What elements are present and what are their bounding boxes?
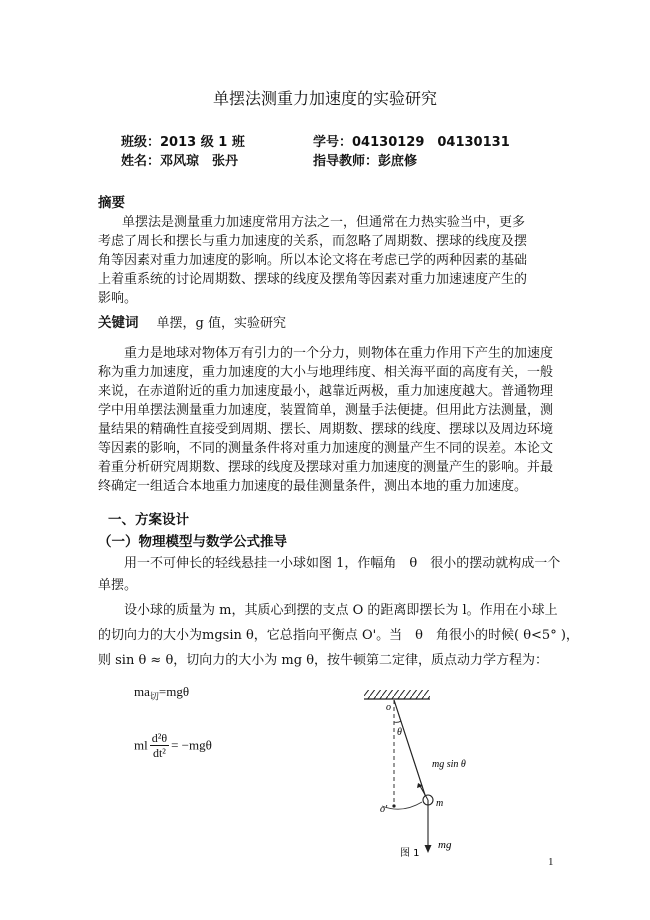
label-mg: mg <box>438 839 452 851</box>
pendulum-string <box>394 700 426 798</box>
intro-line: 来说，在赤道附近的重力加速度最小，越靠近两极，重力加速度越大。普通物理 <box>98 384 554 399</box>
intro-line: 称为重力加速度，重力加速度的大小与地理纬度、相关海平面的高度有关，一般 <box>98 365 554 380</box>
intro-line: 重力是地球对物体万有引力的一个分力，则物体在重力作用下产生的加速度 <box>124 346 554 361</box>
eq1-subscript: 切 <box>149 691 159 702</box>
page-title: 单摆法测重力加速度的实验研究 <box>212 89 437 108</box>
class-value: 2013 级 1 班 <box>160 135 245 150</box>
para2-line: 则 sin θ ≈ θ，切向力的大小为 mg θ，按牛顿第二定律，质点动力学方程为： <box>98 653 549 668</box>
keywords-value: 单摆，g 值，实验研究 <box>156 316 286 331</box>
student-id-info <box>313 131 510 150</box>
eq2-numerator: d²θ <box>151 731 168 745</box>
section-paragraph-2 <box>98 598 579 673</box>
para1-line: 用一不可伸长的轻线悬挂一小球如图 1，作幅角 θ 很小的摆动就构成一个 <box>124 556 561 571</box>
label-force: mg sin θ <box>432 759 466 770</box>
swing-arc <box>382 802 422 809</box>
abstract-line: 上着重系统的讨论周期数、摆球的线度及摆角等因素对重力加速速度产生的 <box>98 272 528 287</box>
name-values: 邓风琼 张丹 <box>160 154 239 169</box>
advisor-info <box>313 150 417 169</box>
gravity-arrowhead <box>425 845 432 853</box>
abstract-heading: 摘要 <box>98 195 125 211</box>
eq1-right: =mgθ <box>158 684 190 699</box>
pendulum-figure <box>352 688 492 863</box>
student-id-label: 学号： <box>313 135 353 150</box>
intro-line: 学中用单摆法测量重力加速度，装置简单，测量手法便捷。但用此方法测量，测 <box>98 403 554 418</box>
eq2-fraction <box>150 731 169 760</box>
section-heading: 一、方案设计 <box>108 512 189 528</box>
eq1-left: ma <box>134 684 150 699</box>
abstract-body <box>98 213 527 308</box>
student-id-values: 04130129 04130131 <box>352 135 510 150</box>
intro-line: 终确定一组适合本地重力加速度的最佳测量条件，测出本地的重力加速度。 <box>98 479 528 494</box>
figure-caption: 图 1 <box>400 848 420 859</box>
abstract-line: 影响。 <box>98 291 138 306</box>
eq2-right: = −mgθ <box>171 737 212 753</box>
para2-line: 的切向力的大小为mgsin θ，它总指向平衡点 O'。当 θ 角很小的时候( θ<5° )， <box>98 628 579 643</box>
angle-arc <box>394 721 401 722</box>
subsection-heading: （一）物理模型与数学公式推导 <box>98 534 287 550</box>
keywords-label: 关键词 <box>98 315 139 331</box>
page-number: 1 <box>548 856 554 868</box>
name-label: 姓名： <box>121 154 161 169</box>
advisor-value: 彭庶修 <box>378 154 418 169</box>
para1-line: 单摆。 <box>98 578 138 593</box>
name-info <box>121 150 238 169</box>
intro-line: 着重分析研究周期数、摆球的线度及摆球对重力加速度的测量产生的影响。并最 <box>98 460 554 475</box>
class-label: 班级： <box>121 135 161 150</box>
abstract-line: 单摆法是测量重力加速度常用方法之一，但通常在力热实验当中，更多 <box>122 215 526 230</box>
label-O-prime: o' <box>380 804 388 815</box>
intro-paragraph <box>98 344 553 496</box>
equation-1 <box>134 684 189 703</box>
intro-line: 等因素的影响，不同的测量条件将对重力加速度的测量产生不同的误差。本论文 <box>98 441 554 456</box>
abstract-line: 考虑了周长和摆长与重力加速度的关系，而忽略了周期数、摆球的线度及摆 <box>98 234 528 249</box>
equation-2 <box>134 731 212 760</box>
eq2-left: ml <box>134 737 148 753</box>
label-m: m <box>436 798 444 809</box>
class-info <box>121 131 245 150</box>
intro-line: 量结果的精确性直接受到周期、摆长、周期数、摆球的线度、摆球以及周边环境 <box>98 422 554 437</box>
keywords <box>98 311 286 331</box>
label-O: o <box>386 702 391 713</box>
section-paragraph-1 <box>98 553 560 597</box>
eq2-denominator: dt² <box>152 746 166 760</box>
equilibrium-point <box>392 804 395 807</box>
label-theta: θ <box>397 727 402 738</box>
advisor-label: 指导教师： <box>313 154 379 169</box>
ceiling-hatch <box>364 690 430 699</box>
para2-line: 设小球的质量为 m，其质心到摆的支点 O 的距离即摆长为 l。作用在小球上 <box>124 603 558 618</box>
abstract-line: 角等因素对重力加速度的影响。所以本论文将在考虑已学的两种因素的基础 <box>98 253 528 268</box>
